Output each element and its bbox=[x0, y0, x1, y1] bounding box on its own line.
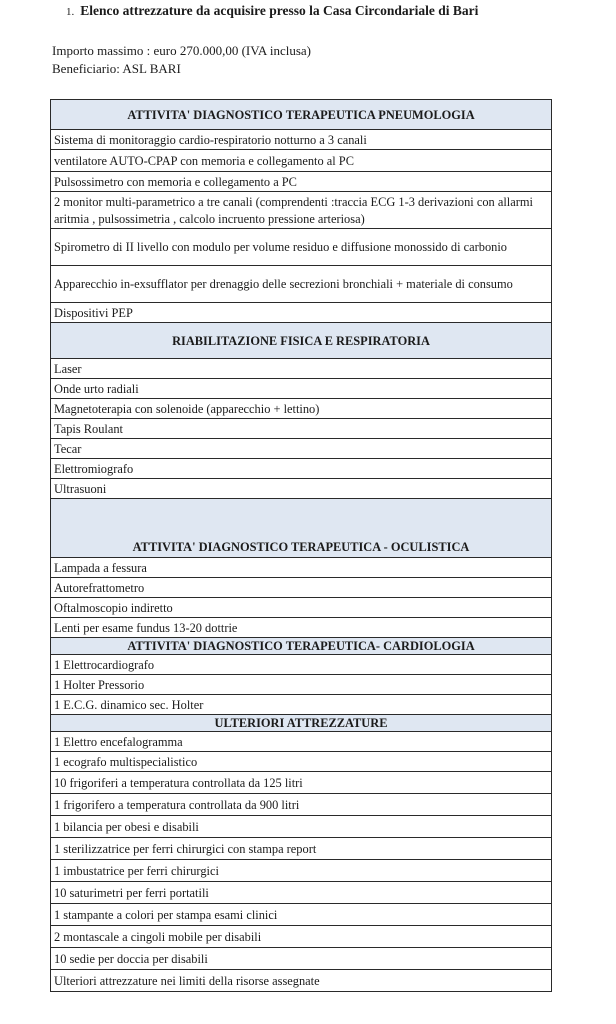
table-row bbox=[51, 772, 552, 794]
item-cell: Apparecchio in-exsufflator per drenaggio delle secrezioni bronchiali + materiale di consumo bbox=[51, 266, 552, 303]
item-cell: Laser bbox=[51, 359, 552, 379]
heading-title: Elenco attrezzature da acquisire presso la Casa Circondariale di Bari bbox=[80, 3, 479, 18]
amount-line: Importo massimo : euro 270.000,00 (IVA inclusa) bbox=[52, 43, 312, 58]
item-cell: 1 bilancia per obesi e disabili bbox=[51, 816, 552, 838]
document-heading bbox=[66, 3, 478, 20]
table-row bbox=[51, 558, 552, 578]
table-row bbox=[51, 379, 552, 399]
item-cell: 1 E.C.G. dinamico sec. Holter bbox=[51, 695, 552, 715]
section-title: ATTIVITA' DIAGNOSTICO TERAPEUTICA PNEUMOLOGIA bbox=[51, 100, 552, 130]
item-cell: 1 stampante a colori per stampa esami clinici bbox=[51, 904, 552, 926]
table-row bbox=[51, 926, 552, 948]
table-row bbox=[51, 732, 552, 752]
item-cell: 2 montascale a cingoli mobile per disabili bbox=[51, 926, 552, 948]
section-title: ATTIVITA' DIAGNOSTICO TERAPEUTICA - OCULISTICA bbox=[51, 499, 552, 558]
item-cell: 1 Elettrocardiografo bbox=[51, 655, 552, 675]
item-cell: Oftalmoscopio indiretto bbox=[51, 598, 552, 618]
item-cell: Tecar bbox=[51, 439, 552, 459]
item-cell: Spirometro di II livello con modulo per volume residuo e diffusione monossido di carbonio bbox=[51, 229, 552, 266]
item-cell: 1 Elettro encefalogramma bbox=[51, 732, 552, 752]
table-row bbox=[51, 130, 552, 150]
section-title: ATTIVITA' DIAGNOSTICO TERAPEUTICA- CARDIOLOGIA bbox=[51, 638, 552, 655]
table-row bbox=[51, 816, 552, 838]
table-row bbox=[51, 794, 552, 816]
item-cell: 1 frigorifero a temperatura controllata da 900 litri bbox=[51, 794, 552, 816]
item-cell: Ulteriori attrezzature nei limiti della risorse assegnate bbox=[51, 970, 552, 992]
item-cell: 1 sterilizzatrice per ferri chirurgici con stampa report bbox=[51, 838, 552, 860]
item-cell: 2 monitor multi-parametrico a tre canali (comprendenti :traccia ECG 1-3 derivazioni con allarmi aritmia , pulsossimetria , calcolo incruento pressione arteriosa) bbox=[51, 192, 552, 229]
beneficiary-line: Beneficiario: ASL BARI bbox=[52, 61, 181, 76]
table-row bbox=[51, 399, 552, 419]
table-row bbox=[51, 150, 552, 172]
section-header-cardiologia bbox=[51, 638, 552, 655]
section-header-ulteriori bbox=[51, 715, 552, 732]
table-row bbox=[51, 752, 552, 772]
item-cell: 10 sedie per doccia per disabili bbox=[51, 948, 552, 970]
table-row bbox=[51, 675, 552, 695]
section-title: RIABILITAZIONE FISICA E RESPIRATORIA bbox=[51, 323, 552, 359]
table-row bbox=[51, 618, 552, 638]
item-cell: Magnetoterapia con solenoide (apparecchio + lettino) bbox=[51, 399, 552, 419]
table-row bbox=[51, 229, 552, 266]
section-title: ULTERIORI ATTREZZATURE bbox=[51, 715, 552, 732]
table-row bbox=[51, 419, 552, 439]
table-row bbox=[51, 598, 552, 618]
item-cell: Autorefrattometro bbox=[51, 578, 552, 598]
item-cell: Elettromiografo bbox=[51, 459, 552, 479]
item-cell: 10 frigoriferi a temperatura controllata da 125 litri bbox=[51, 772, 552, 794]
item-cell: 10 saturimetri per ferri portatili bbox=[51, 882, 552, 904]
section-header-riabilitazione bbox=[51, 323, 552, 359]
section-header-oculistica bbox=[51, 499, 552, 558]
table-row bbox=[51, 439, 552, 459]
table-row bbox=[51, 459, 552, 479]
item-cell: Ultrasuoni bbox=[51, 479, 552, 499]
table-row bbox=[51, 172, 552, 192]
table-row bbox=[51, 578, 552, 598]
item-cell: Tapis Roulant bbox=[51, 419, 552, 439]
item-cell: 1 ecografo multispecialistico bbox=[51, 752, 552, 772]
table-row bbox=[51, 359, 552, 379]
table-row bbox=[51, 860, 552, 882]
equipment-table bbox=[50, 99, 552, 992]
item-cell: Pulsossimetro con memoria e collegamento a PC bbox=[51, 172, 552, 192]
table-row bbox=[51, 904, 552, 926]
table-row bbox=[51, 838, 552, 860]
item-cell: Lenti per esame fundus 13-20 dottrie bbox=[51, 618, 552, 638]
table-row bbox=[51, 882, 552, 904]
item-cell: 1 imbustatrice per ferri chirurgici bbox=[51, 860, 552, 882]
table-row bbox=[51, 266, 552, 303]
item-cell: Onde urto radiali bbox=[51, 379, 552, 399]
table-row bbox=[51, 695, 552, 715]
table-row bbox=[51, 948, 552, 970]
item-cell: Sistema di monitoraggio cardio-respiratorio notturno a 3 canali bbox=[51, 130, 552, 150]
section-header-pneumologia bbox=[51, 100, 552, 130]
item-cell: ventilatore AUTO-CPAP con memoria e collegamento al PC bbox=[51, 150, 552, 172]
table-row bbox=[51, 655, 552, 675]
table-row bbox=[51, 970, 552, 992]
table-row bbox=[51, 192, 552, 229]
table-row bbox=[51, 303, 552, 323]
item-cell: Dispositivi PEP bbox=[51, 303, 552, 323]
item-cell: 1 Holter Pressorio bbox=[51, 675, 552, 695]
heading-number: 1. bbox=[66, 6, 75, 18]
table-row bbox=[51, 479, 552, 499]
item-cell: Lampada a fessura bbox=[51, 558, 552, 578]
